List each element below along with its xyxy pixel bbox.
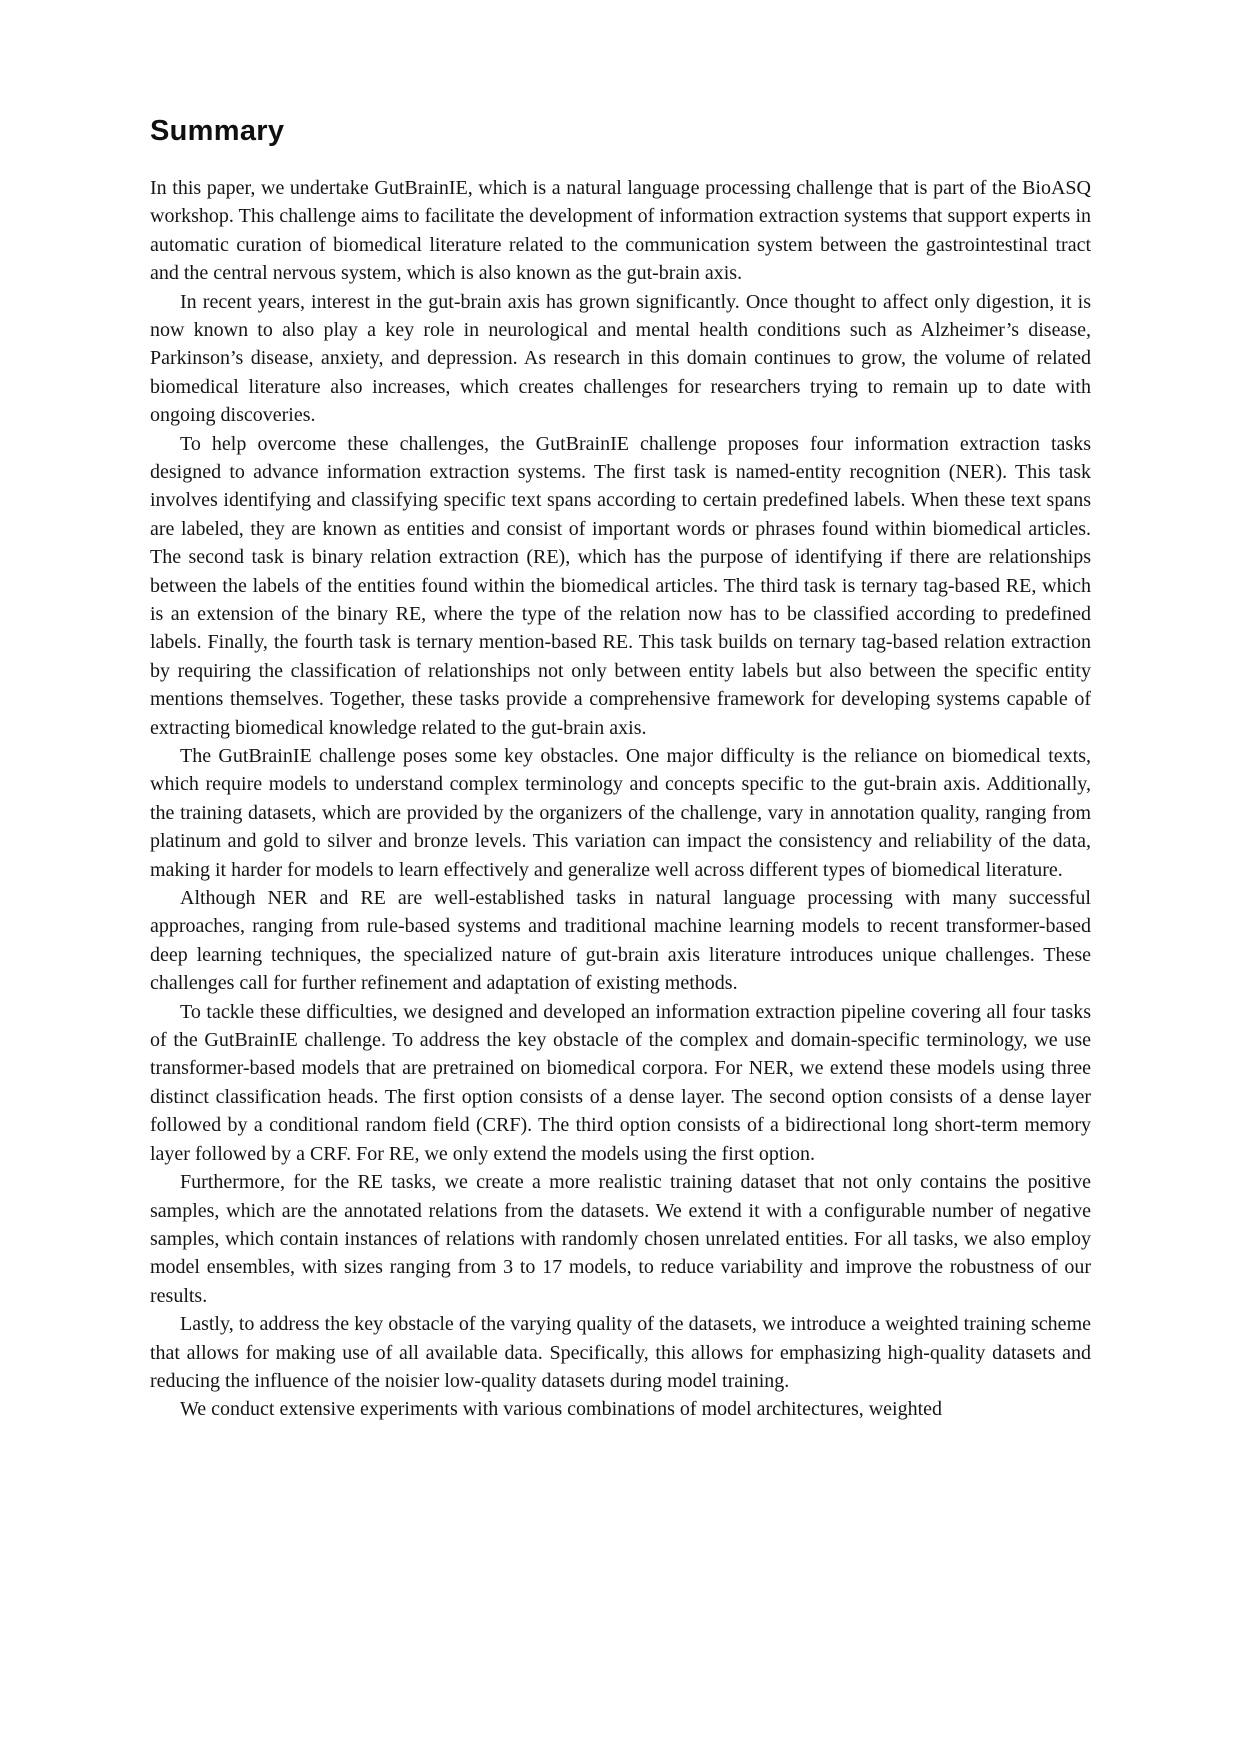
- paragraph-re-dataset: Furthermore, for the RE tasks, we create a more realistic training dataset that not only contains the positive samples, which are the annotated relations from the datasets. We extend it with a configurable number of negative samples, which contain instances of relations with randomly chosen unrelated entities. For all tasks, we also employ model ensembles, with sizes ranging from 3 to 17 models, to reduce variability and improve the robustness of our results.: [150, 1171, 1091, 1307]
- paragraph-four-tasks: To help overcome these challenges, the GutBrainIE challenge proposes four information extraction tasks designed to advance information extraction systems. The first task is named-entity recognition (NER). This task involves identifying and classifying specific text spans according to certain predefined labels. When these text spans are labeled, they are known as entities and consist of important words or phrases found within biomedical articles. The second task is binary relation extraction (RE), which has the purpose of identifying if there are relationships between the labels of the entities found within the biomedical articles. The third task is ternary tag-based RE, which is an extension of the binary RE, where the type of the relation now has to be classified according to predefined labels. Finally, the fourth task is ternary mention-based RE. This task builds on ternary tag-based relation extraction by requiring the classification of relationships not only between entity labels but also between the specific entity mentions themselves. Together, these tasks provide a comprehensive framework for developing systems capable of extracting biomedical knowledge related to the gut-brain axis.: [150, 432, 1091, 739]
- paragraph-pipeline: To tackle these difficulties, we designed and developed an information extraction pipeline covering all four tasks of the GutBrainIE challenge. To address the key obstacle of the complex and domain-specific terminology, we use transformer-based models that are pretrained on biomedical corpora. For NER, we extend these models using three distinct classification heads. The first option consists of a dense layer. The second option consists of a dense layer followed by a conditional random field (CRF). The third option consists of a bidirectional long short-term memory layer followed by a CRF. For RE, we only extend the models using the first option.: [150, 1000, 1091, 1165]
- paragraph-weighted-training: Lastly, to address the key obstacle of the varying quality of the datasets, we introduce a weighted training scheme that allows for making use of all available data. Specifically, this allows for emphasizing high-quality datasets and reducing the influence of the noisier low-quality datasets during model training.: [150, 1313, 1091, 1392]
- paragraph-established-tasks: Although NER and RE are well-established tasks in natural language processing with many successful approaches, ranging from rule-based systems and traditional machine learning models to recent transformer-based deep learning techniques, the specialized nature of gut-brain axis literature introduces unique challenges. These challenges call for further refinement and adaptation of existing methods.: [150, 887, 1091, 995]
- paragraph-intro: In this paper, we undertake GutBrainIE, which is a natural language processing challenge that is part of the BioASQ workshop. This challenge aims to facilitate the development of information extraction systems that support experts in automatic curation of biomedical literature related to the communication system between the gastrointestinal tract and the central nervous system, which is also known as the gut-brain axis.: [150, 176, 1091, 285]
- paragraph-key-obstacles: The GutBrainIE challenge poses some key obstacles. One major difficulty is the reliance on biomedical texts, which require models to understand complex terminology and concepts specific to the gut-brain axis. Additionally, the training datasets, which are provided by the organizers of the challenge, vary in annotation quality, ranging from platinum and gold to silver and bronze levels. This variation can impact the consistency and reliability of the data, making it harder for models to learn effectively and generalize well across different types of biomedical literature.: [150, 745, 1091, 881]
- summary-section: [150, 116, 1091, 1424]
- section-heading: Summary: [150, 115, 285, 147]
- paragraph-experiments-truncated: We conduct extensive experiments with various combinations of model architectures, weighted: [180, 1398, 943, 1421]
- paragraph-gut-brain-interest: In recent years, interest in the gut-brain axis has grown significantly. Once thought to affect only digestion, it is now known to also play a key role in neurological and mental health conditions such as Alzheimer’s disease, Parkinson’s disease, anxiety, and depression. As research in this domain continues to grow, the volume of related biomedical literature also increases, which creates challenges for researchers trying to remain up to date with ongoing discoveries.: [150, 290, 1091, 427]
